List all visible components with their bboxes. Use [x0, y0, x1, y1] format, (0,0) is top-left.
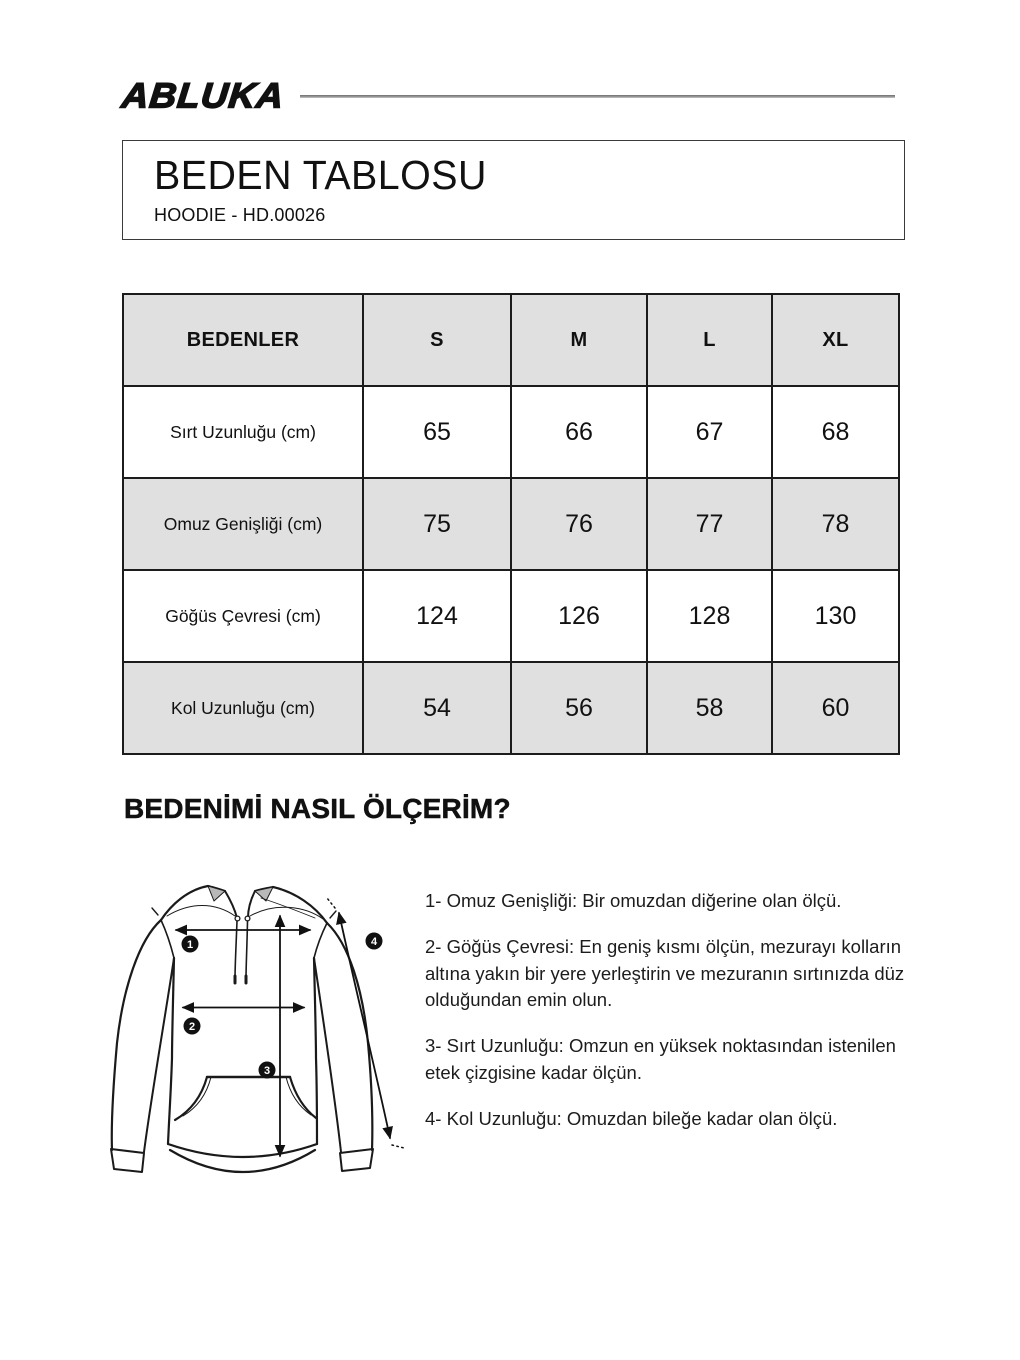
pocket-outline [175, 1077, 316, 1120]
size-cell: 130 [772, 570, 899, 662]
size-cell: 75 [363, 478, 511, 570]
size-cell: 77 [647, 478, 772, 570]
hood-lining-left [208, 886, 225, 901]
table-header-row [123, 294, 899, 386]
size-cell: 60 [772, 662, 899, 754]
size-cell: 66 [511, 386, 647, 478]
size-cell: 58 [647, 662, 772, 754]
hoodie-diagram [95, 858, 415, 1198]
table-row [123, 386, 899, 478]
size-cell: 68 [772, 386, 899, 478]
instruction-item: 3- Sırt Uzunluğu: Omzun en yüksek noktasından istenilen etek çizgisine kadar ölçün. [425, 1035, 896, 1084]
drawstring-eyelet [245, 916, 250, 921]
marker-badge-2 [184, 1018, 201, 1035]
page-title: BEDEN TABLOSU [154, 152, 487, 198]
product-code: HOODIE - HD.00026 [154, 205, 326, 226]
title-box [122, 140, 905, 240]
marker-badge-3 [259, 1062, 276, 1079]
table-row [123, 570, 899, 662]
hoodie-measure-illustration [95, 858, 415, 1198]
body-outline [161, 920, 327, 1172]
sleeve-length-arrow [339, 913, 390, 1138]
svg-text:1: 1 [186, 939, 194, 951]
size-cell: 128 [647, 570, 772, 662]
table-row [123, 662, 899, 754]
brand-header [122, 78, 895, 114]
svg-text:2: 2 [188, 1021, 196, 1033]
sleeve-arrow-dots-bottom [392, 1145, 404, 1148]
instruction-item: 4- Kol Uzunluğu: Omuzdan bileğe kadar olan ölçü. [425, 1107, 838, 1129]
column-header-m: M [511, 294, 647, 386]
column-header-xl: XL [772, 294, 899, 386]
row-label-cell: Göğüs Çevresi (cm) [123, 570, 363, 662]
table-row [123, 478, 899, 570]
size-cell: 54 [363, 662, 511, 754]
measure-instructions [425, 888, 915, 1152]
size-cell: 56 [511, 662, 647, 754]
row-label-cell: Omuz Genişliği (cm) [123, 478, 363, 570]
row-label-cell: Sırt Uzunluğu (cm) [123, 386, 363, 478]
size-cell: 65 [363, 386, 511, 478]
column-header-s: S [363, 294, 511, 386]
header-divider-line [300, 95, 895, 98]
row-label-cell: Kol Uzunluğu (cm) [123, 662, 363, 754]
size-table [122, 293, 900, 755]
brand-logo: ABLUKA [120, 76, 287, 115]
measure-section-heading: BEDENİMİ NASIL ÖLÇERİM? [124, 793, 511, 824]
column-header-l: L [647, 294, 772, 386]
sleeve-arrow-dots-top [327, 898, 335, 908]
hood-outline [161, 886, 327, 983]
marker-badges [182, 933, 383, 1079]
marker-badge-1 [182, 936, 199, 953]
drawstring-eyelet [235, 916, 240, 921]
size-cell: 124 [363, 570, 511, 662]
size-cell: 78 [772, 478, 899, 570]
marker-badge-4 [366, 933, 383, 950]
size-cell: 76 [511, 478, 647, 570]
sleeve-outline [111, 908, 373, 1172]
instruction-item: 2- Göğüs Çevresi: En geniş kısmı ölçün, mezurayı kolların altına yakın bir yere yerleştirin ve mezuranın sırtınızda düz olduğundan emin olun. [425, 935, 905, 1011]
instruction-item: 1- Omuz Genişliği: Bir omuzdan diğerine olan ölçü. [425, 890, 842, 911]
column-header-bedenler: BEDENLER [123, 294, 363, 386]
size-cell: 126 [511, 570, 647, 662]
svg-text:4: 4 [370, 936, 378, 948]
svg-text:3: 3 [263, 1065, 271, 1077]
size-cell: 67 [647, 386, 772, 478]
